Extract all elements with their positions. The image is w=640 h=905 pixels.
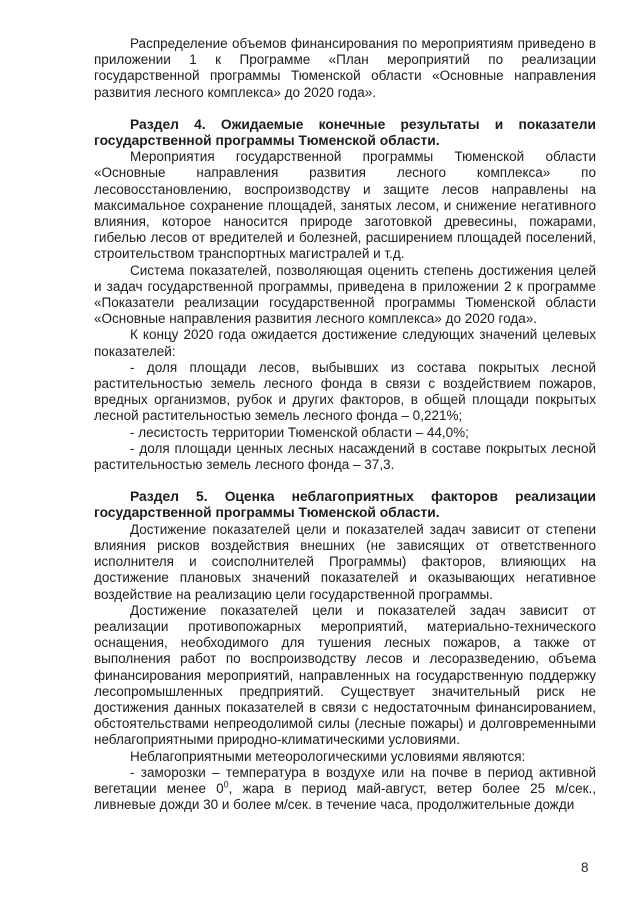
bullet-valuable-forest-share: - доля площади ценных лесных насаждений в составе покрытых лесной растительностью земель лесного фонда – 37,3. — [94, 440, 596, 473]
bullet-frost-text-part1: - заморозки – температура в воздухе или на почве в период активной вегетации менее 0 — [94, 764, 596, 796]
paragraph-risk-factors: Достижение показателей цели и показателей задач зависит от реализации противопожарных мероприятий, материально-технического оснащения, необходимого для тушения лесных пожаров, а также от выполнения работ по воспроизводству лесов и лесоразведению, объема финансирования мероприятий, направленных на государственную поддержку лесопромышленных предприятий. Существует значительный риск не достижения данных показателей в связи с недостаточным финансированием, обстоятельствами непреодолимой силы (лесные пожары) и долговременными неблагоприятными природно-климатическими условиями. — [94, 602, 596, 748]
paragraph-external-risks: Достижение показателей цели и показателей задач зависит от степени влияния рисков воздействия внешних (не зависящих от ответственного исполнителя и соисполнителей Программы) факторов, влияющих на достижение плановых значений показателей и оказывающих негативное воздействие на реализацию цели государственной программы. — [94, 521, 596, 602]
spacer — [94, 473, 596, 489]
paragraph-program-activities: Мероприятия государственной программы Тюменской области «Основные направления развития лесного комплекса» по лесовосстановлению, воспроизводству и защите лесов направлены на максимальное сохранение площадей, занятых лесом, и снижение негативного влияния, которое наносится природе заготовкой древесины, пожарами, гибелью лесов от вредителей и болезней, расширением площадей поселений, строительством транспортных магистралей и т.д. — [94, 149, 596, 262]
bullet-forest-cover: - лесистость территории Тюменской области – 44,0%; — [130, 424, 469, 440]
paragraph-expected-values-intro: К концу 2020 года ожидается достижение следующих значений целевых показателей: — [94, 327, 596, 359]
spacer — [94, 101, 596, 117]
page-number: 8 — [581, 860, 589, 875]
paragraph-weather-conditions-intro: Неблагоприятными метеорологическими условиями являются: — [130, 748, 526, 764]
section-5-heading: Раздел 5. Оценка неблагоприятных факторов реализации государственной программы Тюменской области. — [94, 489, 596, 521]
document-page — [94, 36, 596, 813]
section-4-heading: Раздел 4. Ожидаемые конечные результаты и показатели государственной программы Тюменской области. — [94, 116, 596, 149]
bullet-frost-text-part2: , жара в период май-август, ветер более 25 м/сек., ливневые дожди 30 и более м/сек. в течение часа, продолжительные дожди — [94, 780, 596, 813]
bullet-frost-heat-wind — [94, 765, 596, 814]
bullet-forest-loss-share: - доля площади лесов, выбывших из состава покрытых лесной растительностью земель лесного фонда в связи с воздействием пожаров, вредных организмов, рубок и других факторов, в общей площади покрытых лесной растительностью земель лесного фонда – 0,221%; — [94, 359, 596, 424]
paragraph-funding-distribution: Распределение объемов финансирования по мероприятиям приведено в приложении 1 к Программе «План мероприятий по реализации государственной программы Тюменской области «Основные направления развития лесного комплекса» до 2020 года». — [94, 36, 596, 100]
degree-superscript: 0 — [223, 779, 229, 790]
paragraph-indicator-system: Система показателей, позволяющая оценить степень достижения целей и задач государственной программы, приведена в приложении 2 к программе «Показатели реализации государственной программы Тюменской области «Основные направления развития лесного комплекса» до 2020 года». — [94, 262, 596, 327]
